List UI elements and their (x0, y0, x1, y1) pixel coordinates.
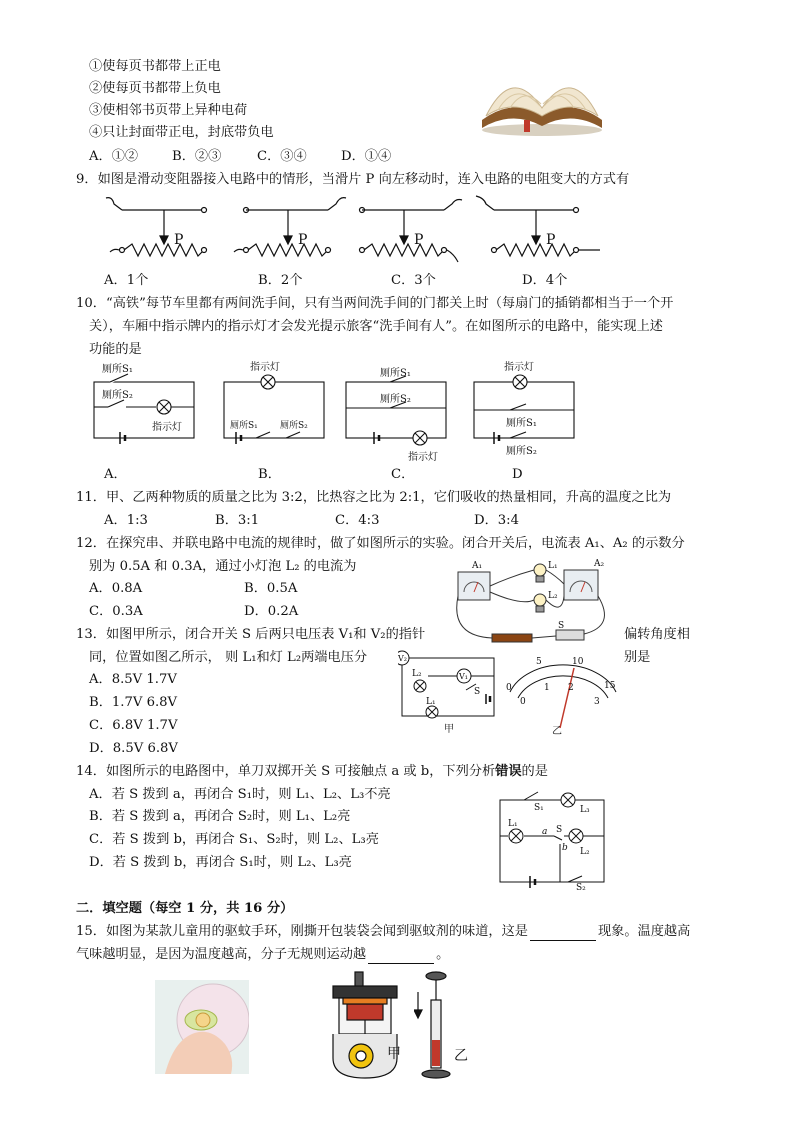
q12-l1-label: L₁ (548, 561, 558, 571)
q13-choice-c: C．6.8V 1.7V (89, 718, 178, 733)
q10-a-lamp: 指示灯 (152, 422, 182, 433)
q10-b-s2: 厕所S₂ (280, 421, 308, 431)
q12-line-1: 12．在探究串、并联电路中电流的规律时，做了如图所示的实验。闭合开关后，电流表 A₁、A₂ 的示数分 (76, 536, 685, 551)
q13-figures (398, 648, 620, 736)
q14-circuit (494, 782, 612, 892)
q13-choice-a: A．8.5V 1.7V (89, 672, 177, 687)
q13-s-label: S (474, 687, 481, 697)
q13-bottom-tick-3: 3 (594, 697, 600, 707)
q12-choice-b: B．0.5A (244, 581, 298, 596)
q14-s2-label: S₂ (576, 883, 586, 892)
q13-line-2a: 同，位置如图乙所示， 则 L₁和灯 L₂两端电压分 (89, 650, 368, 665)
q10-line-2: 关），车厢中指示牌内的指示灯才会发光提示旅客“洗手间有人”。在如图所示的电路中，能实现上述 (89, 319, 663, 334)
q10-c-s2: 厕所S₂ (380, 394, 411, 405)
q10-letter-d: D (512, 467, 523, 482)
q14-l3-label: L₃ (580, 805, 590, 815)
q11-choice-d: D．3:4 (474, 513, 519, 528)
q13-l1-label: L₁ (426, 697, 436, 707)
q13-top-tick-10: 10 (572, 657, 584, 667)
q13-jia-label: 甲 (444, 724, 454, 735)
q10-line-1: 10．“高铁”每节车里都有两间洗手间，只有当两间洗手间的门都关上时（每扇门的插销都相当于一个开 (76, 296, 674, 311)
q8-choice-c: C．③④ (257, 149, 307, 164)
q10-b-s1: 厕所S₁ (230, 421, 258, 431)
q9-rheostat-figures (100, 192, 620, 266)
q10-c-s1: 厕所S₁ (380, 368, 411, 379)
q14-choice-c: C．若 S 拨到 b，再闭合 S₁、S₂时，则 L₂、L₃亮 (89, 832, 379, 847)
open-book-image (476, 58, 608, 138)
q10-a-s2: 厕所S₂ (102, 390, 133, 401)
q9-choice-d: D．4个 (522, 273, 568, 288)
q11-choice-c: C．4:3 (335, 513, 380, 528)
section-2-title: 二．填空题（每空 1 分，共 16 分） (76, 901, 294, 916)
q12-l2-label: L₂ (548, 591, 558, 601)
q14-choice-d: D．若 S 拨到 b，再闭合 S₁时，则 L₂、L₃亮 (89, 855, 352, 870)
q14-l1-label: L₁ (508, 819, 518, 829)
q13-bottom-tick-2: 2 (568, 683, 574, 693)
q8-option-2: ②使每页书都带上负电 (89, 81, 221, 96)
q12-line-2: 别为 0.5A 和 0.3A，通过小灯泡 L₂ 的电流为 (89, 559, 357, 574)
q10-d-lamp: 指示灯 (504, 362, 534, 373)
q10-letter-b: B． (258, 467, 281, 482)
q10-d-s1: 厕所S₁ (506, 418, 537, 429)
q14-s-label: S (556, 825, 563, 835)
q12-a2-label: A₂ (594, 559, 605, 569)
q14-s1-label: S₁ (534, 803, 544, 813)
q13-bottom-tick-0: 0 (520, 697, 526, 707)
q11-stem: 11．甲、乙两种物质的质量之比为 3:2，比热容之比为 2:1，它们吸收的热量相同，升高的温度之比为 (76, 490, 672, 505)
q14-choice-b: B．若 S 拨到 a，再闭合 S₂时，则 L₁、L₂亮 (89, 809, 351, 824)
q13-choice-d: D．8.5V 6.8V (89, 741, 178, 756)
q8-option-3: ③使相邻书页带上异种电荷 (89, 103, 248, 118)
q15-line-1: 15．如图为某款儿童用的驱蚊手环，刚撕开包装袋会闻到驱蚊剂的味道，这是 现象。温度越高 (76, 924, 691, 939)
q10-c-lamp: 指示灯 (408, 452, 438, 463)
q9-choice-a: A．1个 (104, 273, 149, 288)
q14-stem: 14．如图所示的电路图中，单刀双掷开关 S 可接触点 a 或 b，下列分析错误的是 (76, 764, 548, 779)
engine-diagram (325, 970, 411, 1082)
q13-l2-label: L₂ (412, 669, 422, 679)
q14-l2-label: L₂ (580, 847, 590, 857)
q13-bottom-tick-1: 1 (544, 683, 550, 693)
q13-v1-label: V₁ (459, 672, 468, 681)
q13-line-1b: 偏转角度相 (624, 627, 690, 642)
q12-circuit-photo (452, 556, 622, 650)
q11-choice-b: B．3:1 (215, 513, 260, 528)
q12-a1-label: A₁ (472, 561, 483, 571)
q8-choice-b: B．②③ (172, 149, 222, 164)
q13-line-1a: 13．如图甲所示，闭合开关 S 后两只电压表 V₁和 V₂的指针 (76, 627, 426, 642)
q12-choice-c: C．0.3A (89, 604, 143, 619)
q9-p-label-2: P (298, 232, 308, 248)
q15-line-2: 气味越明显，是因为温度越高，分子无规则运动越 。 (76, 947, 450, 962)
q13-top-tick-0: 0 (506, 683, 512, 693)
q9-p-label-3: P (414, 232, 424, 248)
q15-blank-2[interactable] (368, 949, 434, 964)
q14-choice-a: A．若 S 拨到 a，再闭合 S₁时，则 L₁、L₂、L₃不亮 (89, 787, 391, 802)
q8-choice-d: D．①④ (341, 149, 392, 164)
q9-stem: 9．如图是滑动变阻器接入电路中的情形，当滑片 P 向左移动时，连入电路的电阻变大的方式有 (76, 172, 630, 187)
q12-s-label: S (558, 621, 565, 631)
q9-p-label-1: P (174, 232, 184, 248)
q15-blank-1[interactable] (530, 926, 596, 941)
q11-choice-a: A．1:3 (104, 513, 148, 528)
q13-line-2b: 别是 (624, 650, 651, 665)
mosquito-bracelet-photo (155, 980, 249, 1074)
q12-choice-d: D．0.2A (244, 604, 299, 619)
q13-top-tick-15: 15 (604, 681, 616, 691)
q13-top-tick-5: 5 (536, 657, 542, 667)
q9-choice-b: B．2个 (258, 273, 303, 288)
q9-p-label-4: P (546, 232, 556, 248)
q10-letter-c: C． (391, 467, 415, 482)
q10-line-3: 功能的是 (89, 342, 142, 357)
q10-d-s2: 厕所S₂ (506, 446, 537, 457)
pump-diagram (414, 970, 498, 1082)
q14-a-label: a (542, 827, 548, 837)
q13-v2-label: V₂ (398, 654, 407, 663)
pump-yi-label: 乙 (454, 1048, 468, 1064)
q12-choice-a: A．0.8A (89, 581, 143, 596)
q10-b-lamp: 指示灯 (250, 362, 280, 373)
q9-choice-c: C．3个 (391, 273, 436, 288)
q14-b-label: b (562, 843, 568, 853)
q14-stem-emphasis: 错误 (495, 764, 522, 779)
engine-jia-label: 甲 (387, 1046, 401, 1062)
q8-option-4: ④只让封面带正电，封底带负电 (89, 125, 274, 140)
q10-circuit-figures (90, 360, 590, 464)
q8-option-1: ①使每页书都带上正电 (89, 59, 221, 74)
q13-choice-b: B．1.7V 6.8V (89, 695, 178, 710)
q8-choice-a: A．①② (89, 149, 139, 164)
q10-letter-a: A． (104, 467, 127, 482)
q10-a-s1: 厕所S₁ (102, 364, 133, 375)
q13-yi-label: 乙 (552, 726, 562, 736)
